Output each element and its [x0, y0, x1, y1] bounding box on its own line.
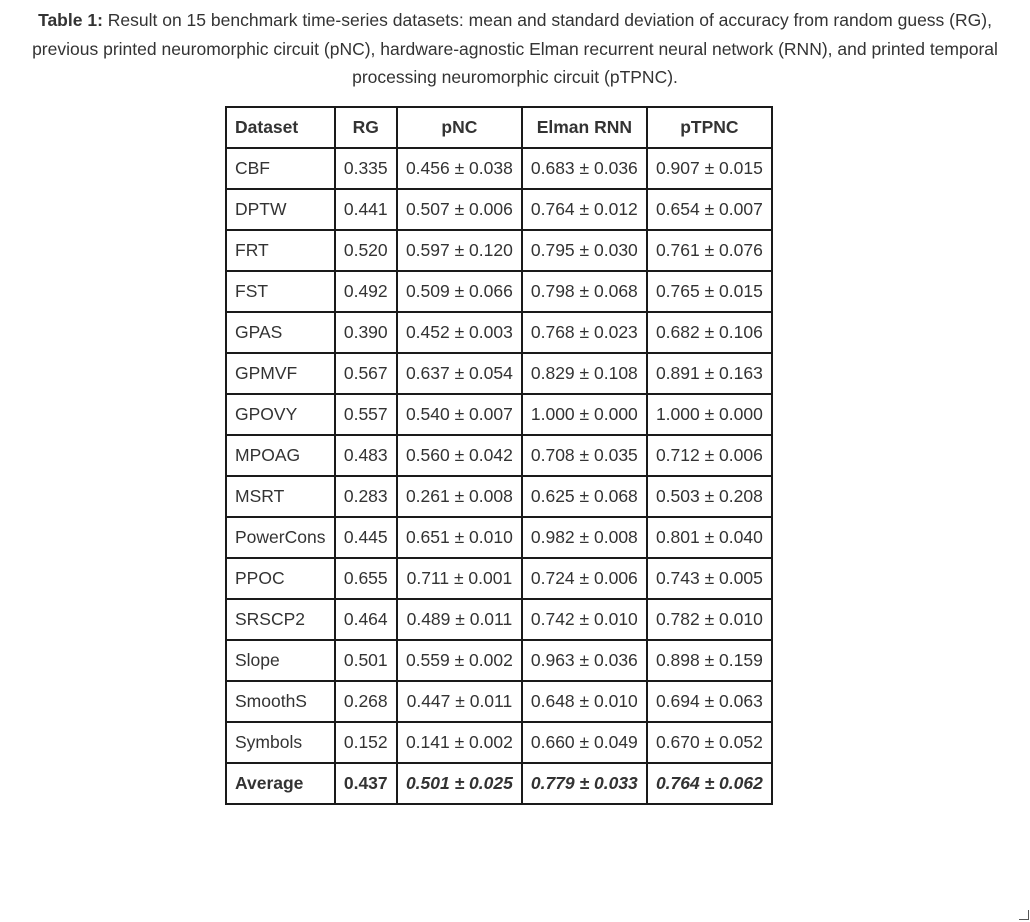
- table-row: [226, 394, 772, 435]
- cell-ptpnc: 0.801 ± 0.040: [647, 517, 772, 558]
- cell-ptpnc: 0.654 ± 0.007: [647, 189, 772, 230]
- average-ptpnc: 0.764 ± 0.062: [647, 763, 772, 804]
- cell-dataset: Symbols: [226, 722, 335, 763]
- cell-rg: 0.464: [335, 599, 397, 640]
- average-row: [226, 763, 772, 804]
- cell-elman-rnn: 0.963 ± 0.036: [522, 640, 647, 681]
- cell-pnc: 0.651 ± 0.010: [397, 517, 522, 558]
- cell-elman-rnn: 0.648 ± 0.010: [522, 681, 647, 722]
- cell-pnc: 0.597 ± 0.120: [397, 230, 522, 271]
- cell-elman-rnn: 0.742 ± 0.010: [522, 599, 647, 640]
- cell-rg: 0.445: [335, 517, 397, 558]
- cell-elman-rnn: 0.625 ± 0.068: [522, 476, 647, 517]
- cell-elman-rnn: 0.660 ± 0.049: [522, 722, 647, 763]
- cell-pnc: 0.507 ± 0.006: [397, 189, 522, 230]
- resize-handle-icon: [1019, 910, 1029, 920]
- average-label: Average: [226, 763, 335, 804]
- table-row: [226, 681, 772, 722]
- cell-dataset: GPMVF: [226, 353, 335, 394]
- cell-pnc: 0.560 ± 0.042: [397, 435, 522, 476]
- cell-ptpnc: 1.000 ± 0.000: [647, 394, 772, 435]
- cell-dataset: SRSCP2: [226, 599, 335, 640]
- cell-dataset: DPTW: [226, 189, 335, 230]
- table-row: [226, 353, 772, 394]
- cell-rg: 0.520: [335, 230, 397, 271]
- cell-dataset: FST: [226, 271, 335, 312]
- cell-dataset: GPOVY: [226, 394, 335, 435]
- header-row: [226, 107, 772, 148]
- cell-elman-rnn: 0.724 ± 0.006: [522, 558, 647, 599]
- header-dataset: Dataset: [226, 107, 335, 148]
- cell-ptpnc: 0.503 ± 0.208: [647, 476, 772, 517]
- cell-ptpnc: 0.682 ± 0.106: [647, 312, 772, 353]
- cell-dataset: FRT: [226, 230, 335, 271]
- table-row: [226, 558, 772, 599]
- results-table: [225, 106, 773, 805]
- cell-pnc: 0.509 ± 0.066: [397, 271, 522, 312]
- table-row: [226, 148, 772, 189]
- cell-rg: 0.492: [335, 271, 397, 312]
- cell-elman-rnn: 0.683 ± 0.036: [522, 148, 647, 189]
- table-row: [226, 230, 772, 271]
- caption-text: Result on 15 benchmark time-series datasets: mean and standard deviation of accuracy from random guess (RG), previous printed neuromorphic circuit (pNC), hardware-agnostic Elman recurrent neural network (RNN), and printed temporal processing neuromorphic circuit (pTPNC).: [32, 10, 998, 87]
- cell-elman-rnn: 0.795 ± 0.030: [522, 230, 647, 271]
- header-elman-rnn: Elman RNN: [522, 107, 647, 148]
- cell-elman-rnn: 0.708 ± 0.035: [522, 435, 647, 476]
- cell-ptpnc: 0.765 ± 0.015: [647, 271, 772, 312]
- cell-dataset: Slope: [226, 640, 335, 681]
- cell-rg: 0.655: [335, 558, 397, 599]
- cell-ptpnc: 0.712 ± 0.006: [647, 435, 772, 476]
- table-row: [226, 599, 772, 640]
- table-row: [226, 435, 772, 476]
- cell-pnc: 0.540 ± 0.007: [397, 394, 522, 435]
- table-row: [226, 476, 772, 517]
- table-row: [226, 640, 772, 681]
- cell-pnc: 0.447 ± 0.011: [397, 681, 522, 722]
- table-row: [226, 312, 772, 353]
- cell-ptpnc: 0.743 ± 0.005: [647, 558, 772, 599]
- cell-ptpnc: 0.898 ± 0.159: [647, 640, 772, 681]
- cell-dataset: MSRT: [226, 476, 335, 517]
- table-row: [226, 271, 772, 312]
- cell-rg: 0.152: [335, 722, 397, 763]
- cell-dataset: GPAS: [226, 312, 335, 353]
- average-elman-rnn: 0.779 ± 0.033: [522, 763, 647, 804]
- cell-pnc: 0.559 ± 0.002: [397, 640, 522, 681]
- cell-rg: 0.441: [335, 189, 397, 230]
- header-rg: RG: [335, 107, 397, 148]
- cell-pnc: 0.141 ± 0.002: [397, 722, 522, 763]
- cell-rg: 0.567: [335, 353, 397, 394]
- header-ptpnc: pTPNC: [647, 107, 772, 148]
- cell-ptpnc: 0.891 ± 0.163: [647, 353, 772, 394]
- cell-pnc: 0.456 ± 0.038: [397, 148, 522, 189]
- average-pnc: 0.501 ± 0.025: [397, 763, 522, 804]
- cell-elman-rnn: 0.982 ± 0.008: [522, 517, 647, 558]
- cell-dataset: SmoothS: [226, 681, 335, 722]
- cell-pnc: 0.261 ± 0.008: [397, 476, 522, 517]
- cell-ptpnc: 0.761 ± 0.076: [647, 230, 772, 271]
- cell-elman-rnn: 1.000 ± 0.000: [522, 394, 647, 435]
- cell-ptpnc: 0.670 ± 0.052: [647, 722, 772, 763]
- cell-rg: 0.501: [335, 640, 397, 681]
- cell-ptpnc: 0.907 ± 0.015: [647, 148, 772, 189]
- cell-pnc: 0.489 ± 0.011: [397, 599, 522, 640]
- cell-rg: 0.557: [335, 394, 397, 435]
- cell-pnc: 0.452 ± 0.003: [397, 312, 522, 353]
- cell-pnc: 0.711 ± 0.001: [397, 558, 522, 599]
- cell-elman-rnn: 0.768 ± 0.023: [522, 312, 647, 353]
- cell-rg: 0.335: [335, 148, 397, 189]
- cell-ptpnc: 0.694 ± 0.063: [647, 681, 772, 722]
- cell-rg: 0.268: [335, 681, 397, 722]
- cell-pnc: 0.637 ± 0.054: [397, 353, 522, 394]
- cell-rg: 0.390: [335, 312, 397, 353]
- cell-elman-rnn: 0.764 ± 0.012: [522, 189, 647, 230]
- average-rg: 0.437: [335, 763, 397, 804]
- cell-dataset: MPOAG: [226, 435, 335, 476]
- table-row: [226, 722, 772, 763]
- cell-dataset: PowerCons: [226, 517, 335, 558]
- table-row: [226, 517, 772, 558]
- table-row: [226, 189, 772, 230]
- cell-rg: 0.483: [335, 435, 397, 476]
- cell-elman-rnn: 0.798 ± 0.068: [522, 271, 647, 312]
- cell-ptpnc: 0.782 ± 0.010: [647, 599, 772, 640]
- caption-label: Table 1:: [38, 10, 103, 30]
- cell-rg: 0.283: [335, 476, 397, 517]
- table-caption: [12, 6, 1018, 92]
- header-pnc: pNC: [397, 107, 522, 148]
- cell-dataset: PPOC: [226, 558, 335, 599]
- cell-dataset: CBF: [226, 148, 335, 189]
- cell-elman-rnn: 0.829 ± 0.108: [522, 353, 647, 394]
